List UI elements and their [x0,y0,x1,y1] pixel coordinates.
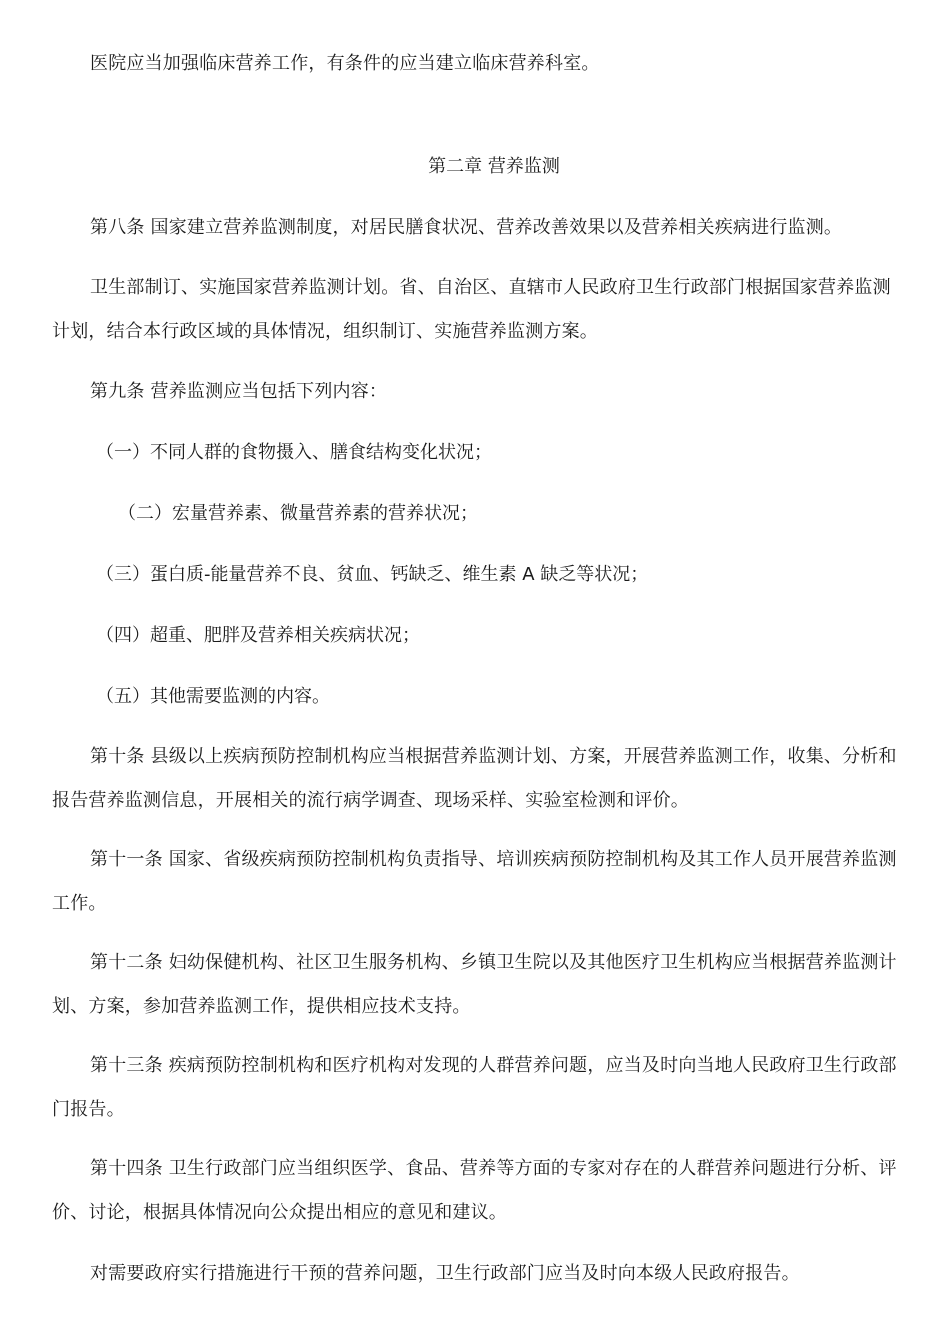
article-8-paragraph: 第八条 国家建立营养监测制度，对居民膳食状况、营养改善效果以及营养相关疾病进行监测。 [90,217,843,238]
paragraph-clinical-nutrition: 医院应当加强临床营养工作，有条件的应当建立临床营养科室。 [90,53,600,74]
article-10-paragraph: 第十条 县级以上疾病预防控制机构应当根据营养监测计划、方案，开展营养监测工作，收集、分析和报告营养监测信息，开展相关的流行病学调查、现场采样、实验室检测和评价。 [52,746,897,811]
article-12-paragraph: 第十二条 妇幼保健机构、社区卫生服务机构、乡镇卫生院以及其他医疗卫生机构应当根据营养监测计划、方案，参加营养监测工作，提供相应技术支持。 [52,952,897,1017]
list-item-3: （三）蛋白质-能量营养不良、贫血、钙缺乏、维生素 A 缺乏等状况； [96,564,649,585]
article-14-paragraph: 第十四条 卫生行政部门应当组织医学、食品、营养等方面的专家对存在的人群营养问题进行分析、评价、讨论，根据具体情况向公众提出相应的意见和建议。 [52,1158,897,1223]
chapter-title: 第二章 营养监测 [428,156,560,177]
article-11-paragraph: 第十一条 国家、省级疾病预防控制机构负责指导、培训疾病预防控制机构及其工作人员开展营养监测工作。 [52,849,897,914]
article-8-monitoring-plan-paragraph: 卫生部制订、实施国家营养监测计划。省、自治区、直辖市人民政府卫生行政部门根据国家营养监测计划，结合本行政区域的具体情况，组织制订、实施营养监测方案。 [52,277,891,342]
list-item-4: （四）超重、肥胖及营养相关疾病状况； [96,625,420,646]
list-item-1: （一）不同人群的食物摄入、膳食结构变化状况； [96,442,492,463]
article-14-report-paragraph: 对需要政府实行措施进行干预的营养问题，卫生行政部门应当及时向本级人民政府报告。 [90,1263,800,1284]
list-item-5: （五）其他需要监测的内容。 [96,686,330,707]
list-item-2: （二）宏量营养素、微量营养素的营养状况； [118,503,478,524]
article-13-paragraph: 第十三条 疾病预防控制机构和医疗机构对发现的人群营养问题，应当及时向当地人民政府卫生行政部门报告。 [52,1055,897,1120]
article-9-paragraph: 第九条 营养监测应当包括下列内容： [90,381,388,402]
